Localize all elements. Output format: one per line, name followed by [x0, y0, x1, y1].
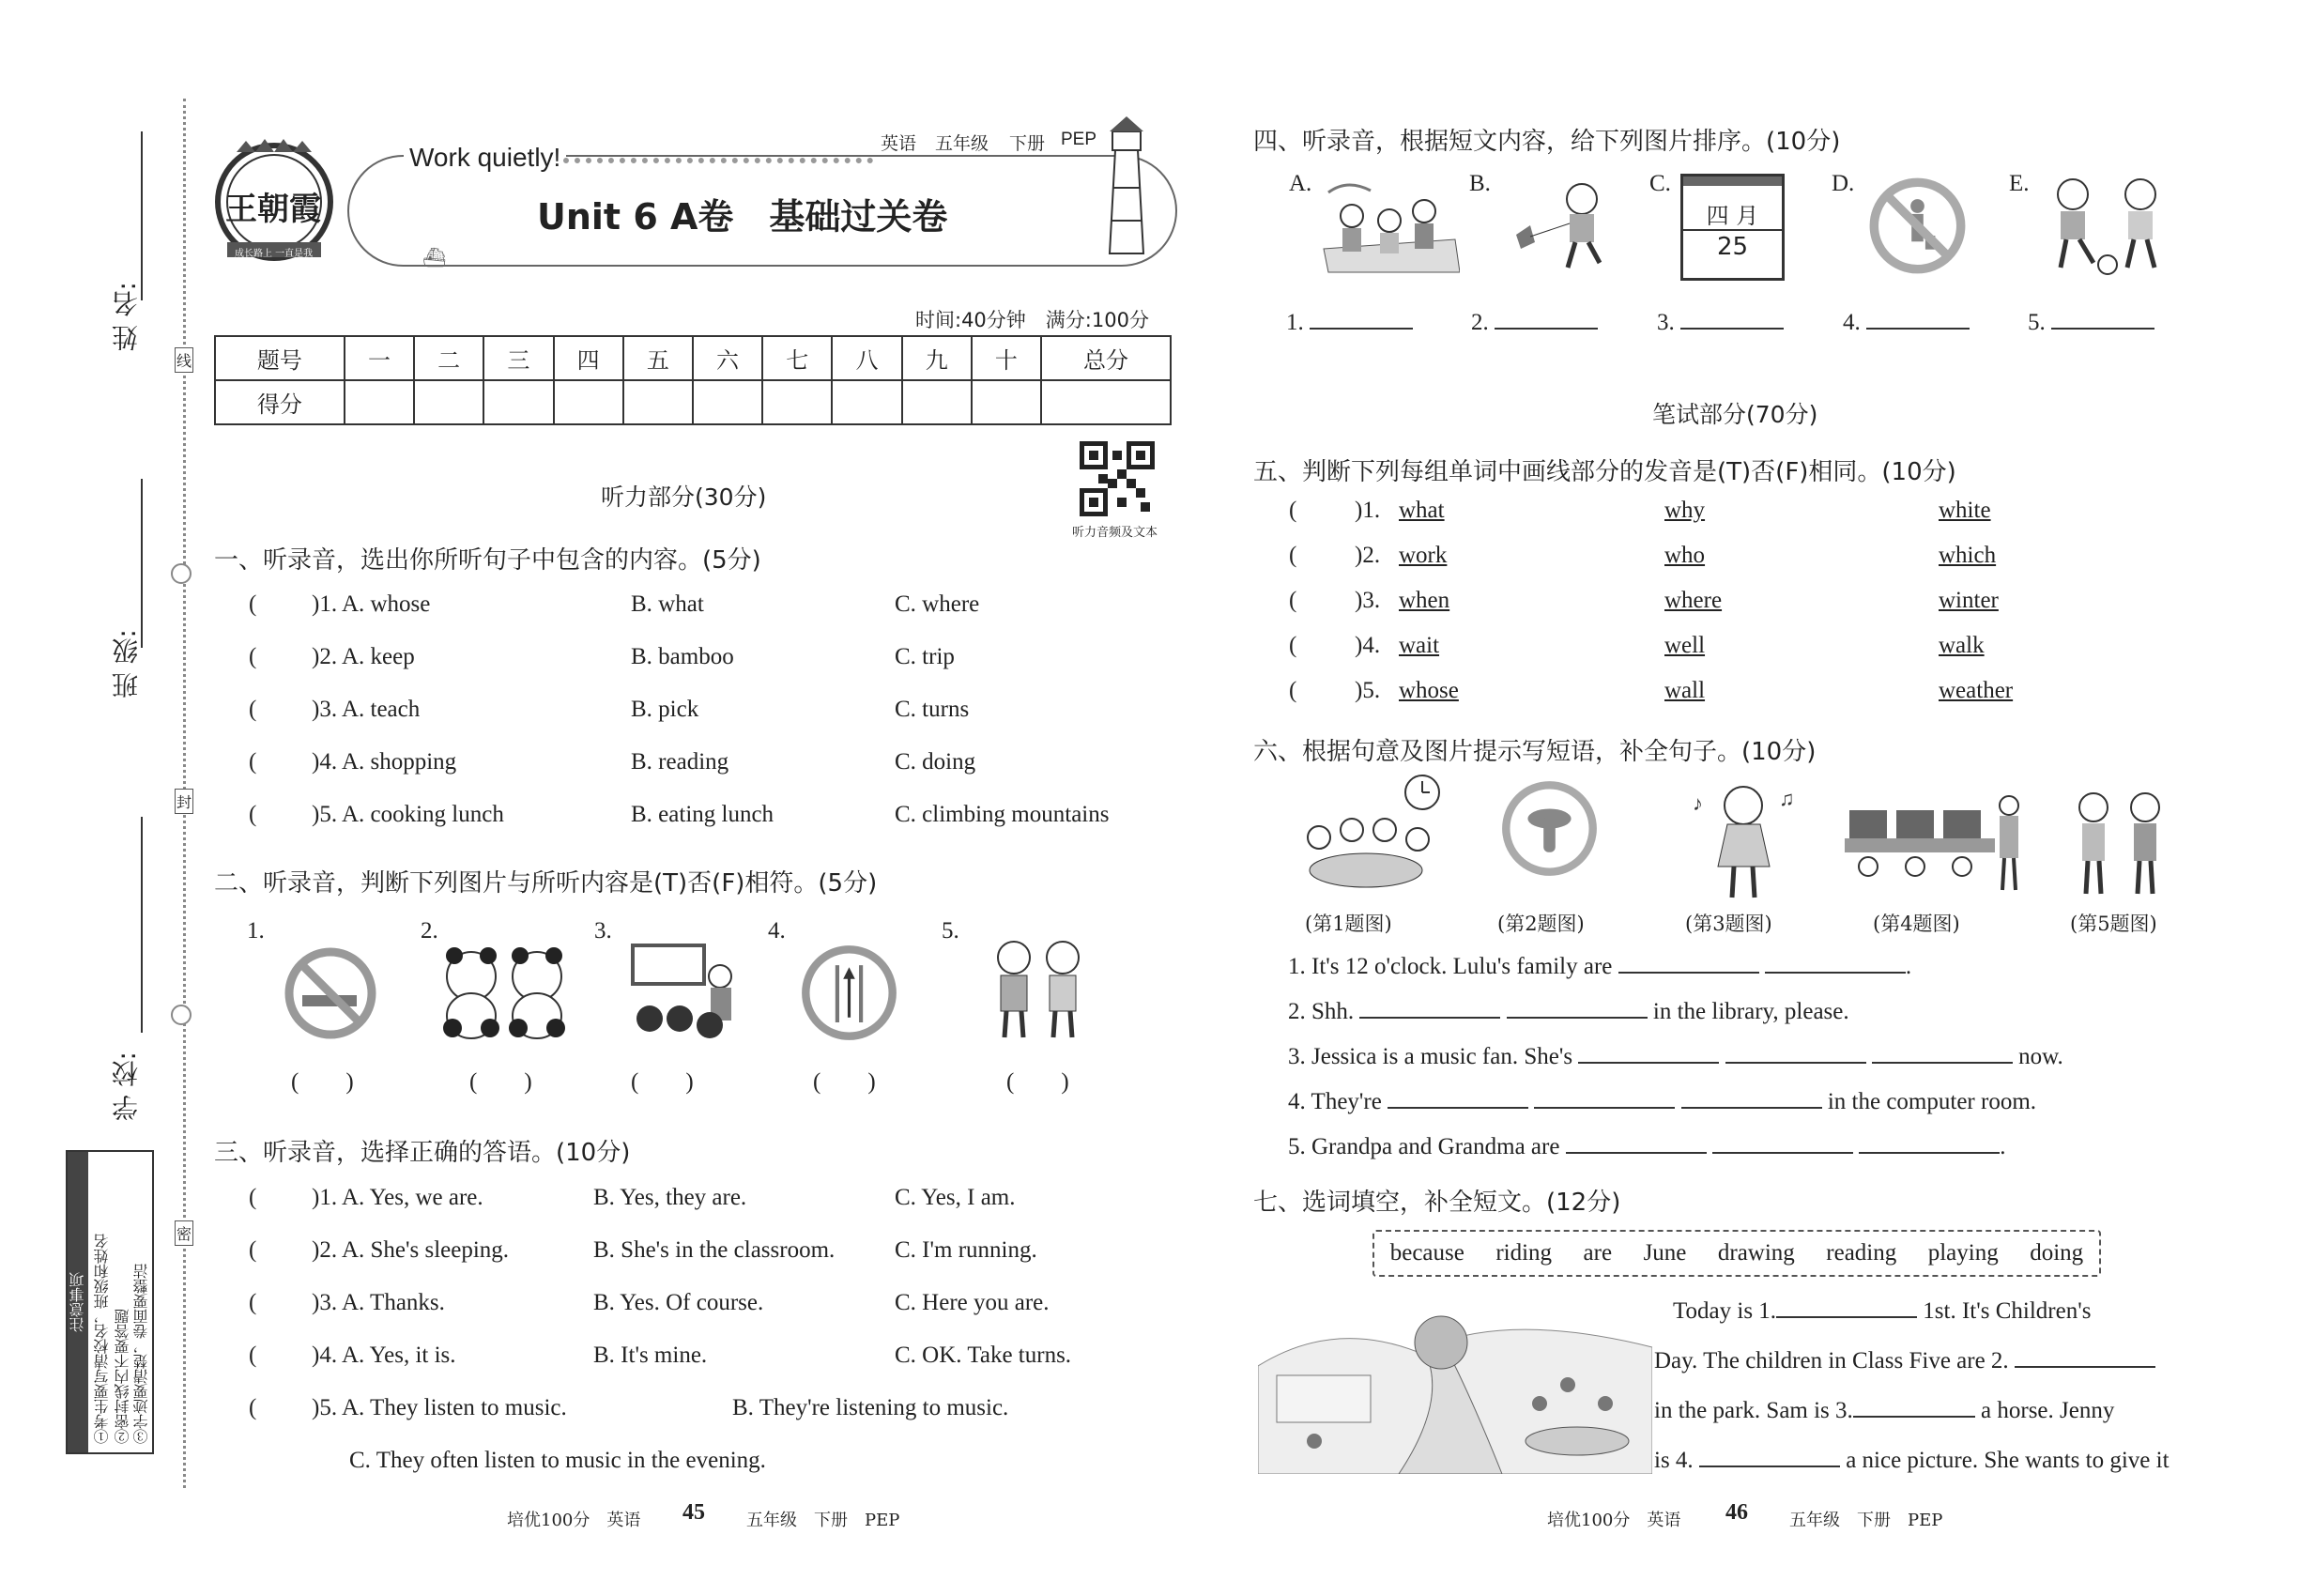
school-line: [141, 817, 143, 1033]
q5-word-3: weather: [1939, 678, 2014, 703]
q1-option-c: C. doing: [895, 749, 976, 775]
q5-word-3: which: [1939, 543, 1997, 568]
score-header-cell: 六: [693, 336, 762, 380]
q2-num: 4.: [768, 918, 786, 944]
note-3: ③字迹要清楚，卷面要整洁: [134, 1264, 150, 1444]
q2-title: 二、听录音，判断下列图片与所听内容是(T)否(F)相符。(5分): [214, 869, 878, 898]
q4-num: 2.: [1471, 310, 1489, 335]
score-cell[interactable]: [345, 380, 414, 424]
score-cell[interactable]: [902, 380, 972, 424]
q3-option-b: B. She's in the classroom.: [593, 1237, 836, 1263]
q5-word-2: well: [1664, 633, 1706, 658]
answer-paren[interactable]: (: [1289, 678, 1297, 703]
q4-num: 3.: [1657, 310, 1675, 335]
q5-word-1: work: [1399, 543, 1448, 568]
q7-line-1: Today is 1. 1st. It's Children's: [1673, 1296, 2091, 1325]
q3-option-c: C. OK. Take turns.: [895, 1343, 1072, 1368]
answer-paren[interactable]: (: [249, 1185, 257, 1210]
q1-option-b: B. pick: [631, 697, 699, 722]
answer-paren[interactable]: (: [1289, 543, 1297, 568]
q4-letter: E.: [2009, 171, 2030, 196]
word-bank-item: doing: [2030, 1240, 2084, 1266]
two-kids-picture: [976, 934, 1098, 1047]
q1-option-a: )4. A. shopping: [312, 749, 457, 775]
q7-line-3: in the park. Sam is 3. a horse. Jenny: [1654, 1395, 2114, 1424]
q4-answer[interactable]: [1843, 307, 1970, 336]
q1-option-c: C. climbing mountains: [895, 802, 1110, 827]
one-way-sign-icon: [800, 944, 898, 1047]
score-row-label: 得分: [215, 380, 345, 424]
q5-word-1: what: [1399, 498, 1445, 523]
q3-option-a: )4. A. Yes, it is.: [312, 1343, 456, 1368]
q5-word-2: wall: [1664, 678, 1706, 703]
score-header-cell: 四: [554, 336, 623, 380]
note-1: ①考生要写清校名，班级和姓名: [95, 1234, 111, 1444]
q1-option-b: B. bamboo: [631, 644, 734, 669]
q1-option-a: )5. A. cooking lunch: [312, 802, 504, 827]
q5-word-1: whose: [1399, 678, 1459, 703]
punch-hole: [171, 1005, 192, 1025]
grandparents-picture: [2065, 789, 2173, 906]
footer-right-book: 培优100分 英语: [1547, 1511, 1681, 1530]
answer-paren[interactable]: ( ): [631, 1069, 694, 1095]
word-bank-item: because: [1389, 1240, 1464, 1266]
q5-word-3: winter: [1939, 588, 1999, 613]
answer-blank[interactable]: [1853, 1395, 1975, 1418]
q6-caption: (第3题图): [1685, 913, 1772, 935]
q7-line-2: Day. The children in Class Five are 2.: [1654, 1345, 2155, 1374]
notes-title: 注意事项: [68, 1152, 88, 1452]
word-bank-item: drawing: [1717, 1240, 1795, 1266]
q1-option-a: )2. A. keep: [312, 644, 415, 669]
q4-answer[interactable]: [2028, 307, 2154, 336]
score-cell[interactable]: [414, 380, 483, 424]
page-title: Unit 6 A卷 基础过关卷: [537, 196, 948, 238]
q1-option-c: C. where: [895, 591, 980, 617]
motto: Work quietly!: [404, 143, 566, 173]
q6-sentence-3: 3. Jessica is a music fan. She's now.: [1288, 1041, 2063, 1070]
calendar-day: 25: [1716, 233, 1749, 261]
q4-answer[interactable]: [1657, 307, 1784, 336]
answer-blank[interactable]: [1618, 951, 1759, 974]
q4-answer[interactable]: [1471, 307, 1598, 336]
q3-option-a: )2. A. She's sleeping.: [312, 1237, 510, 1263]
q2-num: 5.: [942, 918, 959, 944]
q3-option-a: )5. A. They listen to music.: [312, 1395, 567, 1420]
written-title: 笔试部分(70分): [1652, 401, 1818, 428]
q1-option-c: C. trip: [895, 644, 955, 669]
girl-singing-picture: [1685, 777, 1807, 909]
boy-kite-picture: [1502, 178, 1624, 277]
computer-room-picture: [1840, 787, 2028, 904]
q3-option-c: C. They often listen to music in the evening.: [349, 1448, 766, 1473]
score-header-cell: 五: [623, 336, 693, 380]
cut-mark: 封: [175, 789, 193, 814]
answer-paren[interactable]: (: [249, 1395, 257, 1420]
q5-num: )4.: [1355, 633, 1381, 658]
park-scene-picture: [1258, 1300, 1652, 1479]
q2-num: 1.: [247, 918, 265, 944]
q4-letter: D.: [1832, 171, 1855, 196]
q5-word-1: when: [1399, 588, 1450, 613]
brand-name: 王朝霞: [225, 191, 321, 228]
q6-sentence-5: 5. Grandpa and Grandma are .: [1288, 1131, 2005, 1160]
answer-blank[interactable]: [1566, 1131, 1707, 1154]
word-bank-item: are: [1583, 1240, 1613, 1266]
q4-letter: B.: [1469, 171, 1491, 196]
score-cell[interactable]: [1041, 380, 1171, 424]
footer-right-grade: 五年级 下册 PEP: [1789, 1511, 1943, 1530]
answer-blank[interactable]: [1681, 1086, 1822, 1109]
class-line: [141, 479, 143, 648]
word-bank-item: playing: [1927, 1240, 1999, 1266]
q6-caption: (第2题图): [1497, 913, 1585, 935]
q5-num: )3.: [1355, 588, 1381, 613]
classroom-picture: [621, 939, 744, 1047]
answer-paren[interactable]: (: [249, 697, 257, 722]
score-header-cell: 九: [902, 336, 972, 380]
q3-option-c: C. Yes, I am.: [895, 1185, 1016, 1210]
q5-word-2: who: [1664, 543, 1706, 568]
footer-left-grade: 五年级 下册 PEP: [746, 1511, 900, 1530]
word-bank-item: reading: [1826, 1240, 1897, 1266]
q3-option-a: )3. A. Thanks.: [312, 1290, 445, 1315]
tag-volume: 下册: [1009, 133, 1046, 154]
q3-option-c: C. I'm running.: [895, 1237, 1037, 1263]
answer-blank[interactable]: [1725, 1041, 1866, 1064]
q6-caption: (第1题图): [1305, 913, 1392, 935]
punch-hole: [171, 563, 192, 584]
answer-blank[interactable]: [1765, 951, 1906, 974]
answer-blank[interactable]: [1776, 1296, 1917, 1318]
calendar-month: 四 月: [1706, 203, 1759, 229]
q6-sentence-2: 2. Shh. in the library, please.: [1288, 996, 1849, 1025]
q5-word-1: wait: [1399, 633, 1440, 658]
no-smoking-icon: [284, 946, 377, 1045]
answer-paren[interactable]: (: [249, 1237, 257, 1263]
brand-sub: 成长路上 一直是我: [235, 249, 314, 259]
q5-word-3: walk: [1939, 633, 1985, 658]
score-header-cell: 三: [483, 336, 553, 380]
answer-blank[interactable]: [1712, 1131, 1853, 1154]
q5-num: )1.: [1355, 498, 1381, 523]
q1-title: 一、听录音，选出你所听句子中包含的内容。(5分): [214, 546, 761, 575]
tag-grade: 五年级: [935, 133, 989, 154]
q6-caption: (第4题图): [1873, 913, 1960, 935]
q1-option-a: )3. A. teach: [312, 697, 421, 722]
answer-paren[interactable]: ( ): [1006, 1069, 1069, 1095]
answer-paren[interactable]: (: [1289, 498, 1297, 523]
q3-option-a: )1. A. Yes, we are.: [312, 1185, 483, 1210]
q4-num: 5.: [2028, 310, 2046, 335]
q5-num: )5.: [1355, 678, 1381, 703]
score-table: [214, 335, 1172, 425]
answer-blank[interactable]: [1699, 1445, 1840, 1467]
q1-option-b: B. eating lunch: [631, 802, 774, 827]
score-header-cell: 八: [832, 336, 901, 380]
name-line: [141, 131, 143, 300]
word-bank-item: June: [1643, 1240, 1687, 1266]
q4-answer[interactable]: [1286, 307, 1413, 336]
q4-title: 四、听录音，根据短文内容，给下列图片排序。(10分): [1253, 128, 1841, 156]
footer-left-book: 培优100分 英语: [507, 1511, 641, 1530]
q5-word-3: white: [1939, 498, 1991, 523]
score-cell[interactable]: [762, 380, 832, 424]
q1-option-b: B. what: [631, 591, 704, 617]
school-label: 学 校:: [111, 1051, 142, 1122]
answer-blank[interactable]: [1578, 1041, 1719, 1064]
answer-blank[interactable]: [1872, 1041, 2013, 1064]
page-number-left: 45: [682, 1500, 705, 1525]
q5-word-2: why: [1664, 498, 1706, 523]
time-info: 时间:40分钟 满分:100分: [915, 309, 1149, 331]
q6-sentence-4: 4. They're in the computer room.: [1288, 1086, 2036, 1115]
answer-paren[interactable]: (: [249, 644, 257, 669]
score-header-cell: 总分: [1041, 336, 1171, 380]
notes-box: [66, 1150, 154, 1454]
q2-num: 2.: [421, 918, 438, 944]
note-2: ②密封线内不要答题: [115, 1309, 131, 1444]
q3-title: 三、听录音，选择正确的答语。(10分): [214, 1139, 631, 1167]
score-cell[interactable]: [554, 380, 623, 424]
q7-line-4: is 4. a nice picture. She wants to give it: [1654, 1445, 2170, 1474]
word-bank-item: riding: [1495, 1240, 1553, 1266]
no-littering-icon: [1868, 176, 1967, 280]
score-cell[interactable]: [972, 380, 1041, 424]
score-cell[interactable]: [483, 380, 553, 424]
picnic-picture: [1319, 174, 1460, 282]
page-number-right: 46: [1725, 1500, 1748, 1525]
answer-paren[interactable]: (: [1289, 633, 1297, 658]
answer-paren[interactable]: (: [249, 1290, 257, 1315]
q3-option-c: C. Here you are.: [895, 1290, 1050, 1315]
q5-title: 五、判断下列每组单词中画线部分的发音是(T)否(F)相同。(10分): [1253, 458, 1956, 486]
score-header-cell: 十: [972, 336, 1041, 380]
q6-caption: (第5题图): [2070, 913, 2157, 935]
q6-sentence-1: 1. It's 12 o'clock. Lulu's family are .: [1288, 951, 1911, 980]
answer-paren[interactable]: ( ): [291, 1069, 354, 1095]
q6-title: 六、根据句意及图片提示写短语，补全句子。(10分): [1253, 738, 1817, 766]
q1-option-b: B. reading: [631, 749, 729, 775]
boys-football-picture: [2037, 174, 2178, 282]
score-header-cell: 七: [762, 336, 832, 380]
svg-text:♪: ♪: [1693, 791, 1703, 815]
q1-option-c: C. turns: [895, 697, 970, 722]
tag-edition: PEP: [1061, 130, 1097, 149]
q4-letter: C.: [1649, 171, 1671, 196]
boat-icon: ⛴: [422, 248, 447, 269]
word-bank: [1372, 1230, 2101, 1277]
answer-blank[interactable]: [1507, 996, 1648, 1019]
qr-caption: 听力音频及文本: [1072, 526, 1158, 540]
q4-num: 1.: [1286, 310, 1304, 335]
pandas-picture: [434, 939, 575, 1047]
q5-num: )2.: [1355, 543, 1381, 568]
answer-blank[interactable]: [1388, 1086, 1528, 1109]
q3-option-b: B. Yes, they are.: [593, 1185, 747, 1210]
q2-num: 3.: [594, 918, 612, 944]
tag-subject: 英语: [881, 133, 917, 154]
score-cell[interactable]: [693, 380, 762, 424]
answer-paren[interactable]: ( ): [813, 1069, 876, 1095]
class-label: 班 级:: [111, 629, 142, 699]
score-cell[interactable]: [623, 380, 693, 424]
answer-paren[interactable]: (: [249, 749, 257, 775]
cut-mark: 线: [175, 347, 193, 373]
answer-blank[interactable]: [2015, 1345, 2155, 1368]
answer-paren[interactable]: ( ): [469, 1069, 532, 1095]
name-label: 姓 名:: [111, 282, 142, 352]
q5-word-2: where: [1664, 588, 1723, 613]
answer-paren[interactable]: (: [1289, 588, 1297, 613]
qr-code[interactable]: [1080, 441, 1155, 516]
svg-text:♫: ♫: [1779, 787, 1795, 810]
banner-dots: [563, 158, 873, 163]
lighthouse-icon: [1089, 113, 1164, 263]
q3-option-b: B. Yes. Of course.: [593, 1290, 764, 1315]
answer-paren[interactable]: (: [249, 802, 257, 827]
family-lunch-picture: [1291, 772, 1450, 908]
score-header-cell: 题号: [215, 336, 345, 380]
quiet-sign-icon: [1500, 779, 1599, 882]
answer-paren[interactable]: (: [249, 1343, 257, 1368]
answer-blank[interactable]: [1859, 1131, 2000, 1154]
brand-logo: [208, 131, 340, 263]
cut-mark: 密: [175, 1220, 193, 1246]
q3-option-b: B. They're listening to music.: [732, 1395, 1009, 1420]
calendar-picture: [1680, 174, 1785, 281]
score-cell[interactable]: [832, 380, 901, 424]
q4-letter: A.: [1289, 171, 1312, 196]
q7-title: 七、选词填空，补全短文。(12分): [1253, 1189, 1621, 1217]
q4-num: 4.: [1843, 310, 1861, 335]
listening-title: 听力部分(30分): [601, 483, 767, 511]
answer-blank[interactable]: [1359, 996, 1500, 1019]
answer-paren[interactable]: (: [249, 591, 257, 617]
q1-option-a: )1. A. whose: [312, 591, 431, 617]
score-header-cell: 一: [345, 336, 414, 380]
answer-blank[interactable]: [1534, 1086, 1675, 1109]
q3-option-b: B. It's mine.: [593, 1343, 708, 1368]
score-header-cell: 二: [414, 336, 483, 380]
